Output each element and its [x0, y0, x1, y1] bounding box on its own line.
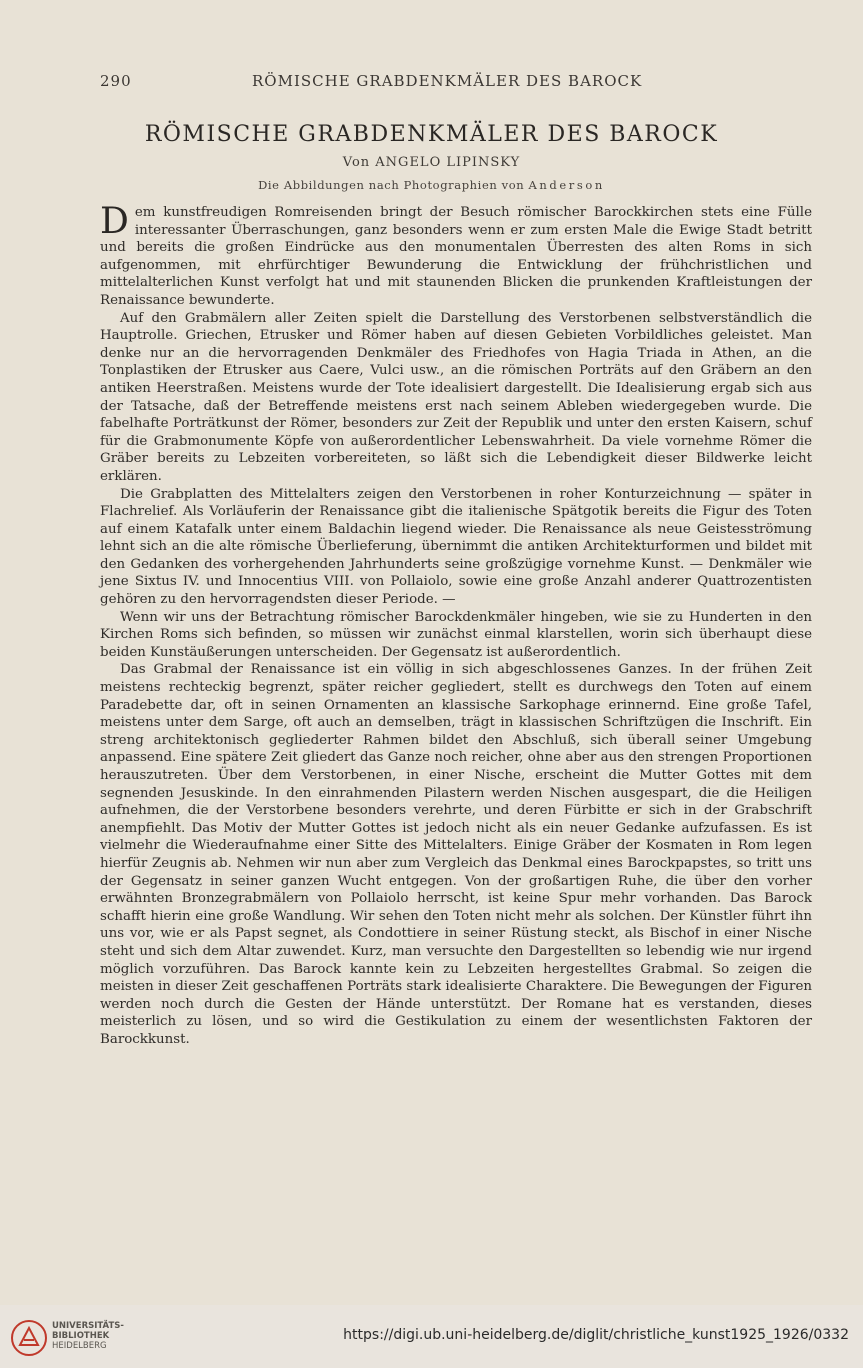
institution-line: UNIVERSITÄTS- [52, 1321, 124, 1331]
paragraph: Wenn wir uns der Betrachtung römischer Barockdenkmäler hingeben, wie sie zu Hunderten in den Kirchen Roms sich befinden, so müssen wir zunächst einmal klarstellen, worin sich überhaupt diese beiden Kunstäußerungen unterscheiden. Der Gegensatz ist außerordentlich. [100, 609, 812, 660]
institution-line: HEIDELBERG [52, 1341, 107, 1351]
paragraph: Die Grabplatten des Mittelalters zeigen den Verstorbenen in roher Konturzeichnung — später in Flachrelief. Als Vorläuferin der Renaissance gibt die italienische Spätgotik bereits die Figur des Toten auf einem Katafalk unter einem Baldachin liegend wieder. Die Renaissance als neue Geistesströmung lehnt sich an die alte römische Überlieferung, übernimmt die antiken Architekturformen und bildet mit den Gedanken des vorhergehenden Jahrhunderts seine großzügige vornehme Kunst. — Denkmäler wie jene Sixtus IV. und Innocentius VIII. von Pollaiolo, sowie eine große Anzahl anderer Quattrozentisten gehören zu den hervorragendsten dieser Periode. — [100, 486, 812, 608]
paragraph: Das Grabmal der Renaissance ist ein völlig in sich abgeschlossenes Ganzes. In der frühen Zeit meistens rechteckig begrenzt, später reicher gegliedert, stellt es durchwegs den Toten auf einem Paradebette dar, oft in seinen Ornamenten an klassische Sarkophage erinnernd. Eine große Tafel, meistens unter dem Sarge, oft auch an demselben, trägt in klassischen Schriftzügen die Inschrift. Ein streng architektonisch gegliederter Rahmen bildet den Abschluß, sich überall seiner Umgebung anpassend. Eine spätere Zeit gliedert das Ganze noch reicher, ohne aber aus den strengen Proportionen herauszutreten. Über dem Verstorbenen, in einer Nische, erscheint die Mutter Gottes mit dem segnenden Jesuskinde. In den einrahmenden Pilastern werden Nischen ausgespart, die die Heiligen aufnehmen, die der Verstorbene besonders verehrte, und deren Fürbitte er sich in der Grabschrift anempfiehlt. Das Motiv der Mutter Gottes ist jedoch nicht als ein neuer Gedanke aufzufassen. Es ist vielmehr die Wiederaufnahme einer Sitte des Mittelalters. Einige Gräber der Kosmaten in Rom legen hierfür Zeugnis ab. Nehmen wir nun aber zum Vergleich das Denkmal eines Barockpapstes, so tritt uns der Gegensatz in seiner ganzen Wucht entgegen. Von der großartigen Ruhe, die über den vorher erwähnten Bronzegrabmälern von Pollaiolo herrscht, ist keine Spur mehr vorhanden. Das Barock schafft hierin eine große Wandlung. Wir sehen den Toten nicht mehr als solchen. Der Künstler führt ihn uns vor, wie er als Papst segnet, als Condottiere in seiner Rüstung steckt, als Bischof in einer Nische steht und sich dem Altar zuwendet. Kurz, man versuchte den Dargestellten so lebendig wie nur irgend möglich vorzuführen. Das Barock kannte kein zu Lebzeiten hergestelltes Grabmal. So zeigen die meisten in dieser Zeit geschaffenen Porträts stark idealisierte Charaktere. Die Bewegungen der Figuren werden noch durch die Gesten der Hände unterstützt. Der Romane hat es verstanden, dieses meisterlich zu lösen, und so wird die Gestikulation zu einem der wesentlichsten Faktoren der Barockkunst. [100, 662, 812, 1047]
article-byline: Von ANGELO LIPINSKY [342, 155, 521, 170]
document-url-link[interactable]: https://digi.ub.uni-heidelberg.de/diglit/christliche_kunst1925_1926/0332 [343, 1327, 849, 1343]
drop-cap: D [100, 201, 129, 242]
paragraph-text: em kunstfreudigen Romreisenden bringt der Besuch römischer Barockkirchen stets eine Fülle interessanter Überraschungen, ganz besonders wenn er zum ersten Male die Ewige Stadt betritt und bereits die großen Eindrücke aus den monumentalen Überresten des alten Roms in sich aufgenommen, mit ehrfürchtiger Bewunderung die Entwicklung der frühchristlichen und mittelalterlichen Kunst verfolgt hat und mit staunenden Blicken die prunkenden Kraftleistungen der Renaissance bewunderte. [100, 205, 812, 308]
paragraph: Auf den Grabmälern aller Zeiten spielt die Darstellung des Verstorbenen selbstverständlich die Hauptrolle. Griechen, Etrusker und Römer haben auf diesen Gebieten Vorbildliches geleistet. Man denke nur an die hervorragenden Denkmäler des Friedhofes von Hagia Triada in Athen, an die Tonplastiken der Etrusker aus Caere, Vulci usw., an die römischen Porträts auf den Gräbern an den antiken Heerstraßen. Meistens wurde der Tote idealisiert dargestellt. Die Idealisierung ergab sich aus der Tatsache, daß der Betreffende meistens erst nach seinem Ableben wiedergegeben wurde. Die fabelhafte Porträtkunst der Römer, besonders zur Zeit der Republik und unter den ersten Kaisern, schuf für die Grabmonumente Köpfe von außerordentlicher Lebenswahrheit. Da viele vornehme Römer die Gräber bereits zu Lebzeiten vorbereiteten, so läßt sich die Lebendigkeit dieser Bildwerke leicht erklären. [100, 310, 812, 484]
running-title: RÖMISCHE GRABDENKMÄLER DES BAROCK [252, 72, 643, 90]
page-number: 290 [100, 72, 132, 90]
article-title: RÖMISCHE GRABDENKMÄLER DES BAROCK [144, 122, 719, 147]
photo-credit-name: Anderson [528, 178, 605, 192]
institution-line: BIBLIOTHEK [52, 1331, 110, 1341]
photo-credit-prefix: Die Abbildungen nach Photographien von [258, 178, 525, 192]
article-body [100, 201, 812, 1049]
photo-credit [0, 178, 863, 192]
institution-name [52, 1321, 124, 1351]
paragraph [100, 201, 812, 310]
heidelberg-university-library-logo-icon [10, 1319, 48, 1357]
running-head [100, 72, 810, 96]
viewer-footer [0, 1305, 863, 1368]
